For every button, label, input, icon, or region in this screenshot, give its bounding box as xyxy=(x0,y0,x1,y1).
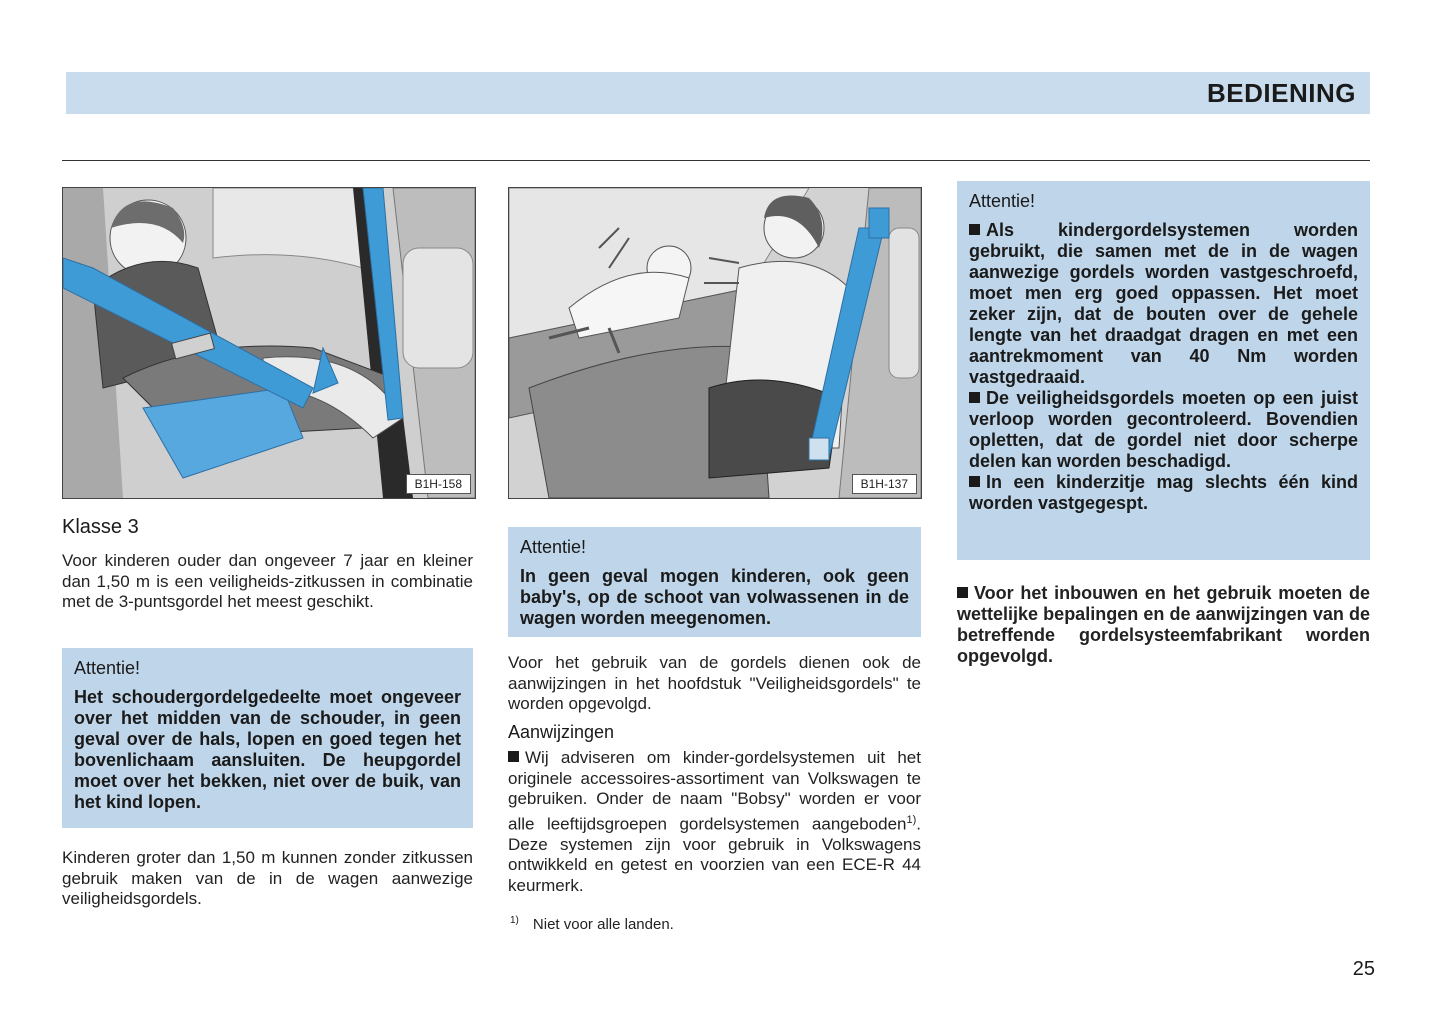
attention-text: Het schoudergordelgedeelte moet ongeveer over het midden van de schouder, in geen geval over de hals, lopen en goed tegen het bovenlichaam aansluiten. De heupgordel moet over het bekken, niet over de buik, van het kind lopen. xyxy=(74,687,461,812)
attention-title: Attentie! xyxy=(74,658,141,678)
subheading-aanwijzingen: Aanwijzingen xyxy=(508,722,615,742)
bullet-icon xyxy=(969,224,980,235)
page-number: 25 xyxy=(1352,958,1375,980)
figure-child-booster-seat xyxy=(62,187,476,499)
klasse-3-outro: Kinderen groter dan 1,50 m kunnen zonder zitkussen gebruik maken van de in de wagen aanwezige veiligheidsgordels. xyxy=(62,848,473,908)
installation-note: Voor het inbouwen en het gebruik moeten de wettelijke bepalingen en de aanwijzingen van de betreffende gordelsysteemfabrikant worden opgevolgd. xyxy=(957,583,1370,666)
section-heading-klasse-3: Klasse 3 xyxy=(62,516,139,538)
attention-box-no-lap xyxy=(508,527,921,637)
figure-code: B1H-137 xyxy=(852,474,917,494)
notes-text-1: Wij adviseren om kinder-gordelsystemen uit het originele accessoires-assortiment van Volkswagen te gebruiken. Onder de naam "Bobsy" worden er voor alle leeftijdsgroepen gordelsystemen aangeboden xyxy=(508,748,921,834)
footnote-mark: 1) xyxy=(510,915,519,926)
bullet-icon xyxy=(508,751,519,762)
chapter-title: BEDIENING xyxy=(1207,78,1356,108)
attention-item: De veiligheidsgordels moeten op een juist verloop worden gecontroleerd. Bovendien opletten, dat de gordel niet door scherpe delen kan worden beschadigd. xyxy=(969,388,1358,471)
seatbelt-reference-paragraph: Voor het gebruik van de gordels dienen ook de aanwijzingen in het hoofdstuk "Veiligheidsgordels" te worden opgevolgd. xyxy=(508,653,921,713)
attention-text: In geen geval mogen kinderen, ook geen baby's, op de schoot van volwassenen in de wagen worden meegenomen. xyxy=(520,566,909,628)
footnote-reference: 1) xyxy=(906,813,917,826)
attention-item: In een kinderzitje mag slechts één kind worden vastgegespt. xyxy=(969,472,1358,513)
attention-title: Attentie! xyxy=(969,191,1036,211)
footnote-text: Niet voor alle landen. xyxy=(532,916,674,933)
child-booster-seat-illustration xyxy=(63,188,475,498)
attention-box-mounting xyxy=(957,181,1370,560)
figure-baby-on-lap xyxy=(508,187,922,499)
figure-code: B1H-158 xyxy=(406,474,471,494)
baby-on-lap-illustration xyxy=(509,188,921,498)
header-rule xyxy=(62,160,1370,161)
bullet-icon xyxy=(969,476,980,487)
attention-title: Attentie! xyxy=(520,537,587,557)
bullet-icon xyxy=(969,392,980,403)
klasse-3-intro: Voor kinderen ouder dan ongeveer 7 jaar en kleiner dan 1,50 m is een veiligheids-zitkussen in combinatie met de 3-puntsgordel het meest geschikt. xyxy=(62,551,473,611)
bullet-icon xyxy=(957,587,968,598)
footnote xyxy=(510,915,674,933)
attention-item: Als kindergordelsystemen worden gebruikt, die samen met de in de wagen aanwezige gordels worden vastgeschroefd, moet men erg goed oppassen. Het moet zeker zijn, dat de bouten over de gehele lengte van het draadgat dragen en met een aantrekmoment van 40 Nm worden vastgedraaid. xyxy=(969,220,1358,387)
chapter-header-band xyxy=(66,72,1370,114)
notes-text-2: . Deze systemen zijn voor gebruik in Volkswagens ontwikkeld en getest en voorzien van een ECE-R 44 keurmerk. xyxy=(508,814,921,895)
attention-box-shoulder-belt xyxy=(62,648,473,828)
aanwijzingen-notes xyxy=(508,748,921,896)
